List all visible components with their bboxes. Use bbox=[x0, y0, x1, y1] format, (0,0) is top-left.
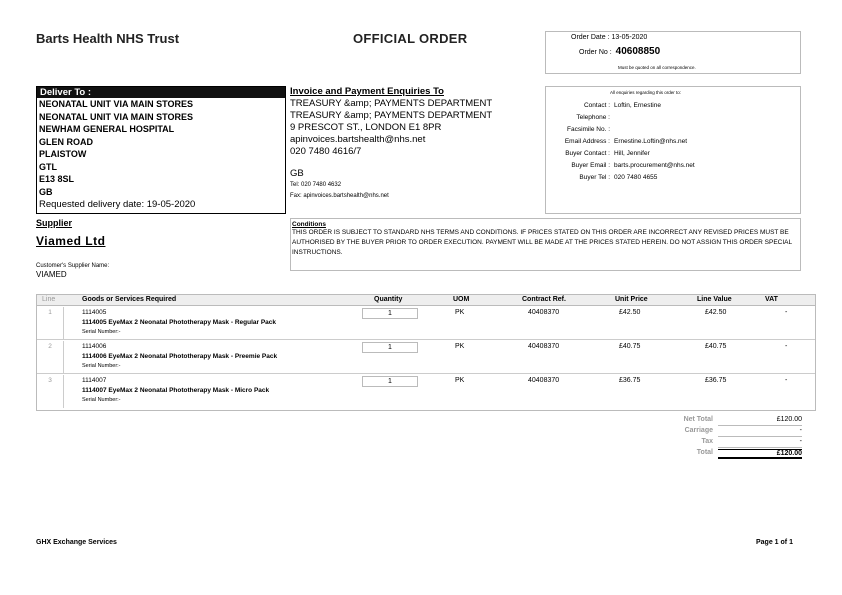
quantity-field: 1 bbox=[362, 308, 418, 319]
net-total-row bbox=[660, 416, 805, 427]
facsimile-label: Facsimile No. : bbox=[567, 126, 610, 133]
deliver-to-heading: Deliver To : bbox=[37, 87, 285, 98]
item-description: 1114007 EyeMax 2 Neonatal Phototherapy Mask - Micro Pack bbox=[82, 387, 270, 394]
contract-ref: 40408370 bbox=[528, 343, 560, 350]
conditions-text: THIS ORDER IS SUBJECT TO STANDARD NHS TERMS AND CONDITIONS. IF PRICES STATED ON THIS ORDER ARE INCORRECT ANY REVISED PRICES MUST BE AUTHORISED BY THE BUYER PRIOR TO ORDER EXECUTION. PAYMENT WILL BE MADE AT THE PRICES STATED HEREIN. DO NOT ASSIGN THIS ORDER SPECIAL INSTRUCTIONS. bbox=[292, 229, 792, 256]
supplier-label: Supplier bbox=[36, 218, 73, 228]
buyer-contact-value: Hill, Jennifer bbox=[614, 150, 650, 157]
line-number: 3 bbox=[37, 375, 64, 408]
carriage-label: Carriage bbox=[684, 427, 713, 434]
line-number: 2 bbox=[37, 341, 64, 373]
order-number-label: Order No : bbox=[579, 49, 612, 56]
document-title: OFFICIAL ORDER bbox=[353, 31, 468, 46]
uom: PK bbox=[455, 343, 465, 350]
customer-supplier-value: VIAMED bbox=[36, 270, 67, 279]
trust-name: Barts Health NHS Trust bbox=[36, 31, 180, 46]
deliver-line: NEWHAM GENERAL HOSPITAL bbox=[39, 124, 175, 134]
total-value: £120.00 bbox=[718, 449, 802, 459]
invoice-fax: Fax: apinvoices.bartshealth@nhs.net bbox=[290, 193, 389, 199]
order-date-value: 13-05-2020 bbox=[611, 34, 648, 41]
item-code: 1114005 bbox=[82, 309, 107, 316]
order-date bbox=[571, 34, 647, 41]
totals-block bbox=[660, 416, 805, 460]
order-number-value: 40608850 bbox=[615, 46, 661, 57]
invoice-phone: 020 7480 4616/7 bbox=[290, 146, 362, 157]
invoice-country: GB bbox=[290, 168, 304, 179]
vat: - bbox=[785, 377, 788, 384]
item-description: 1114006 EyeMax 2 Neonatal Phototherapy Mask - Preemie Pack bbox=[82, 353, 278, 360]
header-line: Line bbox=[42, 296, 56, 303]
tax-value: - bbox=[718, 438, 802, 448]
customer-supplier-label: Customer's Supplier Name: bbox=[36, 263, 110, 269]
contact-label: Contact : bbox=[583, 102, 610, 109]
table-row bbox=[37, 307, 815, 340]
tax-label: Tax bbox=[701, 438, 713, 445]
order-date-label: Order Date : bbox=[571, 34, 610, 41]
page-number: Page 1 of 1 bbox=[756, 539, 793, 546]
email-label: Email Address : bbox=[564, 138, 610, 145]
buyer-email-value: barts.procurement@nhs.net bbox=[614, 162, 695, 169]
unit-price: £36.75 bbox=[619, 377, 641, 384]
conditions-heading: Conditions bbox=[292, 221, 326, 228]
item-code: 1114007 bbox=[82, 377, 107, 384]
telephone-label: Telephone : bbox=[576, 114, 610, 121]
contact-value: Loftin, Ernestine bbox=[614, 102, 661, 109]
item-description: 1114005 EyeMax 2 Neonatal Phototherapy Mask - Regular Pack bbox=[82, 319, 277, 326]
header-unit-price: Unit Price bbox=[615, 296, 648, 303]
header-uom: UOM bbox=[453, 296, 470, 303]
invoice-enquiries bbox=[290, 86, 544, 202]
serial-number: Serial Number:- bbox=[82, 363, 121, 369]
line-value: £42.50 bbox=[705, 309, 727, 316]
conditions-box bbox=[290, 218, 801, 271]
buyer-email-label: Buyer Email : bbox=[571, 162, 610, 169]
order-number bbox=[579, 46, 660, 57]
carriage-value: - bbox=[718, 427, 802, 437]
line-number: 1 bbox=[37, 307, 64, 339]
total-label: Total bbox=[696, 449, 713, 456]
footer-provider: GHX Exchange Services bbox=[36, 539, 117, 546]
invoice-tel: Tel: 020 7480 4632 bbox=[290, 182, 342, 188]
header-vat: VAT bbox=[765, 296, 778, 303]
header-line-value: Line Value bbox=[697, 296, 732, 303]
contract-ref: 40408370 bbox=[528, 309, 560, 316]
table-header bbox=[37, 295, 815, 306]
invoice-heading: Invoice and Payment Enquiries To bbox=[290, 86, 444, 97]
unit-price: £42.50 bbox=[619, 309, 641, 316]
vat: - bbox=[785, 309, 788, 316]
deliver-line: E13 8SL bbox=[39, 174, 75, 184]
serial-number: Serial Number:- bbox=[82, 329, 121, 335]
order-info-box bbox=[545, 31, 801, 74]
deliver-line: GB bbox=[39, 186, 53, 197]
enquiries-contact-box bbox=[545, 86, 801, 214]
grand-total-row bbox=[660, 449, 805, 460]
table-row bbox=[37, 375, 815, 408]
net-total-label: Net Total bbox=[683, 416, 713, 423]
unit-price: £40.75 bbox=[619, 343, 641, 350]
header-quantity: Quantity bbox=[374, 296, 403, 303]
uom: PK bbox=[455, 309, 465, 316]
deliver-line: NEONATAL UNIT VIA MAIN STORES bbox=[39, 111, 194, 122]
line-value: £36.75 bbox=[705, 377, 727, 384]
buyer-tel-value: 020 7480 4655 bbox=[614, 174, 658, 181]
deliver-line: GLEN ROAD bbox=[39, 136, 93, 147]
serial-number: Serial Number:- bbox=[82, 397, 121, 403]
vat: - bbox=[785, 343, 788, 350]
enquiries-note: All enquiries regarding this order to: bbox=[610, 90, 682, 95]
invoice-line: TREASURY &amp; PAYMENTS DEPARTMENT bbox=[290, 98, 493, 109]
buyer-tel-label: Buyer Tel : bbox=[579, 174, 610, 181]
quantity-field: 1 bbox=[362, 342, 418, 353]
order-number-note: Must be quoted on all correspondence. bbox=[618, 65, 696, 70]
net-total-value: £120.00 bbox=[718, 416, 802, 426]
header-contract-ref: Contract Ref. bbox=[522, 296, 566, 303]
deliver-line: NEONATAL UNIT VIA MAIN STORES bbox=[39, 99, 194, 109]
deliver-to-box bbox=[36, 86, 286, 214]
order-items-table bbox=[36, 294, 816, 411]
email-value: Ernestine.Loftin@nhs.net bbox=[614, 138, 688, 145]
invoice-line: 9 PRESCOT ST., LONDON E1 8PR bbox=[290, 122, 442, 133]
header-goods: Goods or Services Required bbox=[82, 296, 177, 303]
invoice-email: apinvoices.bartshealth@nhs.net bbox=[290, 134, 426, 145]
item-code: 1114006 bbox=[82, 343, 107, 350]
uom: PK bbox=[455, 377, 465, 384]
invoice-line: TREASURY &amp; PAYMENTS DEPARTMENT bbox=[290, 110, 493, 121]
tax-row bbox=[660, 438, 805, 449]
buyer-contact-label: Buyer Contact : bbox=[565, 150, 610, 157]
contract-ref: 40408370 bbox=[528, 377, 560, 384]
line-value: £40.75 bbox=[705, 343, 727, 350]
quantity-field: 1 bbox=[362, 376, 418, 387]
deliver-line: GTL bbox=[39, 161, 57, 172]
deliver-line: PLAISTOW bbox=[39, 149, 87, 159]
table-row bbox=[37, 341, 815, 374]
carriage-row bbox=[660, 427, 805, 438]
requested-delivery-date: Requested delivery date: 19-05-2020 bbox=[39, 199, 196, 210]
supplier-name: Viamed Ltd bbox=[36, 234, 106, 248]
